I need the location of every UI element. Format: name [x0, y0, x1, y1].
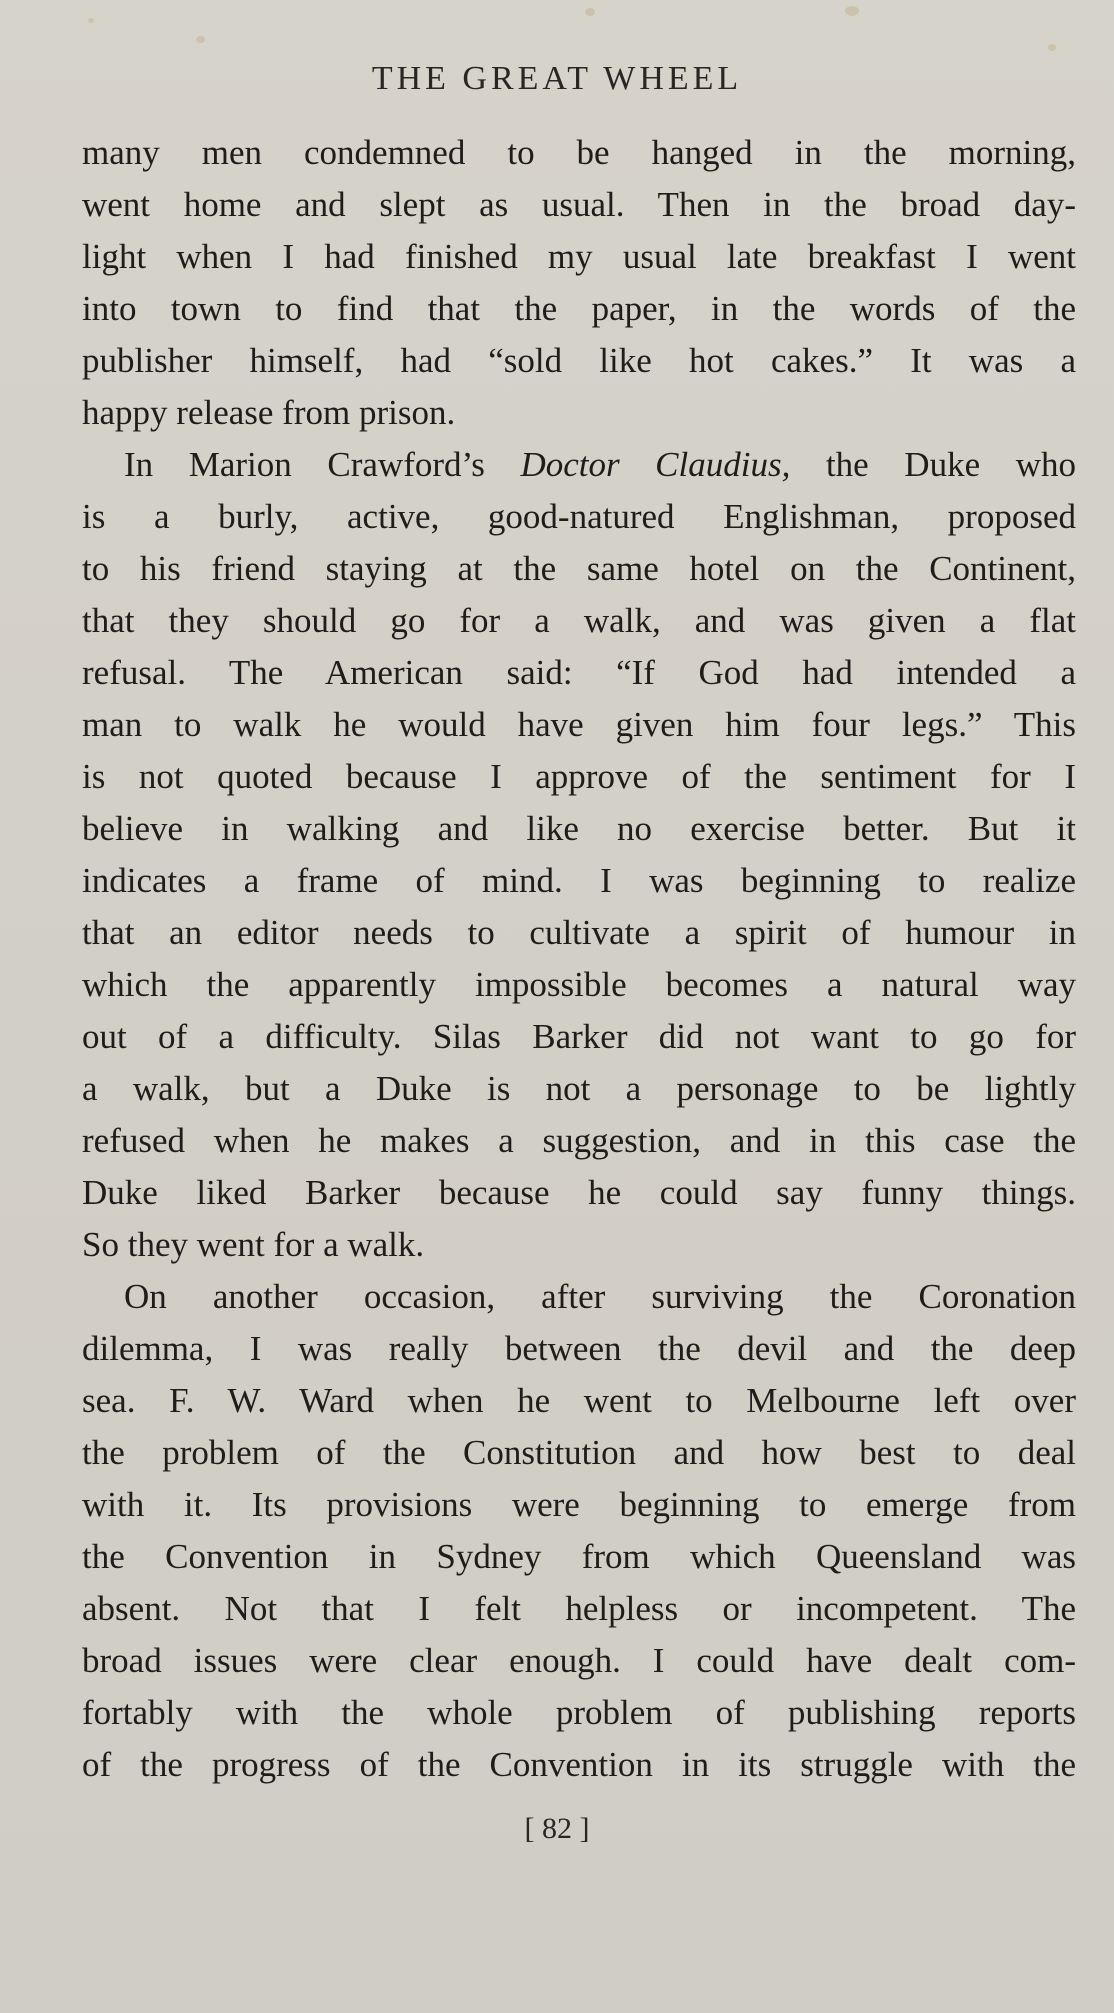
text-line: indicates a frame of mind. I was beginning to realize: [82, 861, 1076, 900]
text-line: On another occasion, after surviving the Coronation: [124, 1277, 1076, 1316]
text-line: light when I had finished my usual late breakfast I went: [82, 237, 1076, 276]
paper-speck: [1048, 44, 1056, 51]
text-line: [82, 439, 1076, 491]
text-line: many men condemned to be hanged in the morning,: [82, 133, 1076, 172]
text-line: Duke liked Barker because he could say funny things.: [82, 1173, 1076, 1212]
paper-speck: [88, 18, 94, 23]
text-run: In Marion Crawford’s: [124, 445, 521, 484]
text-line: publisher himself, had “sold like hot cakes.” It was a: [82, 341, 1076, 380]
text-line: happy release from prison.: [82, 393, 456, 432]
text-line: believe in walking and like no exercise better. But it: [82, 809, 1076, 848]
text-line: went home and slept as usual. Then in the broad day-: [82, 185, 1076, 224]
text-line: a walk, but a Duke is not a personage to be lightly: [82, 1069, 1076, 1108]
text-line: the problem of the Constitution and how best to deal: [82, 1433, 1076, 1472]
book-title: Doctor Claudius,: [520, 445, 791, 484]
text-line: absent. Not that I felt helpless or incompetent. The: [82, 1589, 1076, 1628]
text-line: with it. Its provisions were beginning to emerge from: [82, 1485, 1076, 1524]
text-line: of the progress of the Convention in its struggle with the: [82, 1745, 1076, 1784]
text-line: refused when he makes a suggestion, and in this case the: [82, 1121, 1076, 1160]
text-line: which the apparently impossible becomes a natural way: [82, 965, 1076, 1004]
text-line: broad issues were clear enough. I could have dealt com-: [82, 1641, 1076, 1680]
text-line: refusal. The American said: “If God had intended a: [82, 653, 1076, 692]
page-number: [ 82 ]: [524, 1812, 590, 1845]
running-head: THE GREAT WHEEL: [371, 60, 743, 97]
body-text: [82, 127, 1076, 1791]
text-line: man to walk he would have given him four legs.” This: [82, 705, 1076, 744]
text-line: to his friend staying at the same hotel on the Continent,: [82, 549, 1076, 588]
text-line: dilemma, I was really between the devil and the deep: [82, 1329, 1076, 1368]
paper-speck: [196, 36, 205, 43]
text-line: is not quoted because I approve of the sentiment for I: [82, 757, 1076, 796]
text-run: the Duke who: [790, 445, 1076, 484]
text-line: the Convention in Sydney from which Queensland was: [82, 1537, 1076, 1576]
paper-speck: [845, 6, 859, 16]
text-line: is a burly, active, good-natured Englishman, proposed: [82, 497, 1076, 536]
text-line: So they went for a walk.: [82, 1225, 425, 1264]
text-line: that an editor needs to cultivate a spirit of humour in: [82, 913, 1076, 952]
text-line: into town to find that the paper, in the words of the: [82, 289, 1076, 328]
text-line: out of a difficulty. Silas Barker did not want to go for: [82, 1017, 1076, 1056]
text-line: sea. F. W. Ward when he went to Melbourne left over: [82, 1381, 1076, 1420]
paper-speck: [585, 8, 595, 16]
text-line: that they should go for a walk, and was given a flat: [82, 601, 1076, 640]
text-line: fortably with the whole problem of publishing reports: [82, 1693, 1076, 1732]
